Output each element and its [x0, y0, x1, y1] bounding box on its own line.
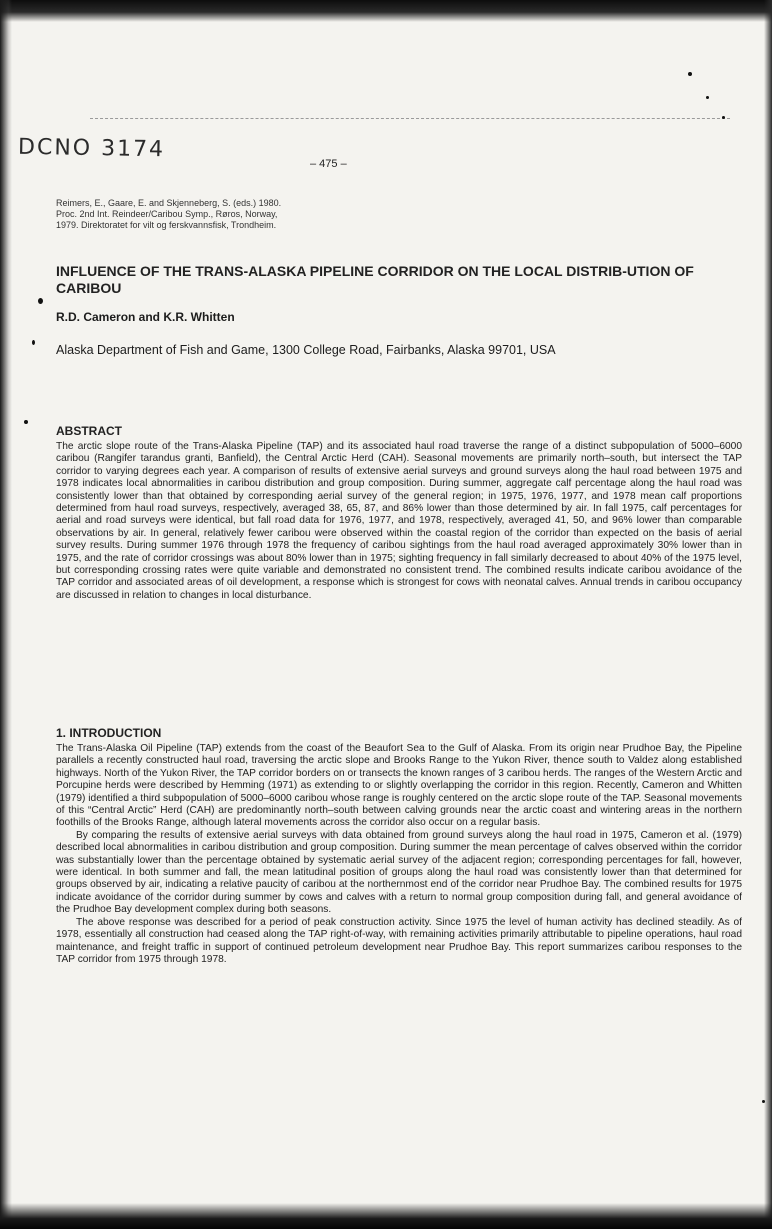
scan-speck: [688, 72, 692, 76]
reference-line: 1979. Direktoratet for vilt og ferskvannsfisk, Trondheim.: [56, 220, 277, 230]
scan-speck: [38, 298, 43, 304]
handwritten-note: DCNO 3174: [17, 134, 166, 163]
paper-title: INFLUENCE OF THE TRANS-ALASKA PIPELINE CORRIDOR ON THE LOCAL DISTRIB-UTION OF CARIBOU: [56, 263, 694, 296]
reference-line: Proc. 2nd Int. Reindeer/Caribou Symp., Røros, Norway,: [56, 209, 278, 219]
scan-speck: [32, 340, 35, 345]
scan-edge-bottom: [0, 1203, 772, 1229]
scan-edge-left: [0, 0, 12, 1229]
scan-speck: [722, 116, 725, 119]
introduction-paragraph: By comparing the results of extensive aerial surveys with data obtained from ground surveys along the haul road in 1975, Cameron et al. (1979) described local abnormalities in caribou distribution and group composition. During summer the mean percentage of calves observed within the corridor was substantially lower than the percentage obtained by systematic aerial survey of the adjacent region; corresponding percentages for fall, however, were identical. In both summer and fall, the mean latitudinal position of groups along the haul road was consistently lower than that determined for groups observed by air, indicating a relative paucity of caribou at the northernmost end of the corridor near Prudhoe Bay. The combined results for 1975 indicate avoidance of the corridor during summer by cows and calves with a return to normal group composition during fall, and general avoidance of the Prudhoe Bay development complex during both seasons.: [56, 829, 742, 916]
introduction-section: [56, 726, 742, 966]
introduction-paragraph: The Trans-Alaska Oil Pipeline (TAP) extends from the coast of the Beaufort Sea to the Gulf of Alaska. From its origin near Prudhoe Bay, the Pipeline parallels a recently constructed haul road, traversing the arctic slope and Brooks Range to the Yukon River, thence south to Valdez along established highways. North of the Yukon River, the TAP corridor borders on or transects the known ranges of 3 caribou herds. The ranges of the Western Arctic and Porcupine herds were described by Hemming (1971) as extending to or slightly overlapping the corridor in this region. Recently, Cameron and Whitten (1979) identified a third subpopulation of 5000–6000 caribou whose range is roughly centered on the arctic slope route of the TAP. Seasonal movements of this “Central Arctic” Herd (CAH) are predominantly north–south between calving grounds near the arctic coast and wintering areas in the northern foothills of the Brooks Range, although lateral movements across the corridor also occur on a regular basis.: [56, 743, 742, 829]
page-number: – 475 –: [310, 158, 347, 170]
authors: R.D. Cameron and K.R. Whitten: [56, 310, 235, 324]
introduction-paragraph: The above response was described for a period of peak construction activity. Since 1975 the level of human activity has declined steadily. As of 1978, essentially all construction had ceased along the TAP right-of-way, with remaining activities primarily attributable to pipeline operations, haul road maintenance, and freight traffic in support of continued petroleum development near Prudhoe Bay. This report summarizes caribou responses to the TAP corridor from 1975 through 1978.: [56, 916, 742, 965]
abstract-text: The arctic slope route of the Trans-Alaska Pipeline (TAP) and its associated haul road traverse the range of a distinct subpopulation of 5000–6000 caribou (Rangifer tarandus granti, Banfield), the Central Arctic Herd (CAH). Seasonal movements are primarily north–south, but intersect the TAP corridor to varying degrees each year. A comparison of results of extensive aerial surveys and ground surveys along the haul road between 1975 and 1978 indicates local abnormalities in caribou distribution and group composition. During summer, aggregate calf percentage along the haul road was consistently lower than that obtained by corresponding aerial survey of the general region; in 1975, 1976, 1977, and 1978 mean calf proportions determined from haul road surveys, respectively, averaged 38, 65, 87, and 86% lower than those determined by air. In fall 1975, calf percentages for aerial and road surveys were identical, but fall road data for 1976, 1977, and 1978, respectively, averaged 41, 50, and 96% lower than comparable observations by air. In general, relatively fewer caribou were observed within the coastal region of the corridor than expected on the basis of aerial survey results. During summer 1976 through 1978 the frequency of caribou sightings from the haul road averaged approximately 30% lower than in 1975, and the rate of corridor crossings was about 80% lower than in 1975; sighting frequency in fall similarly decreased to about 40% of the 1975 level, but corresponding crossing rates were quite variable and demonstrated no consistent trend. The combined results indicate caribou avoidance of the TAP corridor and associated areas of oil development, a response which is strongest for cows with neonatal calves. Annual trends in caribou occupancy are discussed in relation to changes in local disturbance.: [56, 441, 742, 601]
abstract-section: [56, 424, 742, 602]
scan-edge-right: [764, 0, 772, 1229]
introduction-heading: 1. INTRODUCTION: [56, 726, 162, 740]
scan-speck: [706, 96, 709, 99]
abstract-heading: ABSTRACT: [56, 424, 122, 438]
dashed-rule: [90, 118, 730, 119]
reference-line: Reimers, E., Gaare, E. and Skjenneberg, S. (eds.) 1980.: [56, 198, 282, 208]
scan-speck: [762, 1100, 765, 1103]
reference-citation: [56, 198, 436, 231]
scan-edge-top: [0, 0, 772, 22]
affiliation: Alaska Department of Fish and Game, 1300 College Road, Fairbanks, Alaska 99701, USA: [56, 343, 556, 357]
scan-speck: [24, 420, 28, 424]
